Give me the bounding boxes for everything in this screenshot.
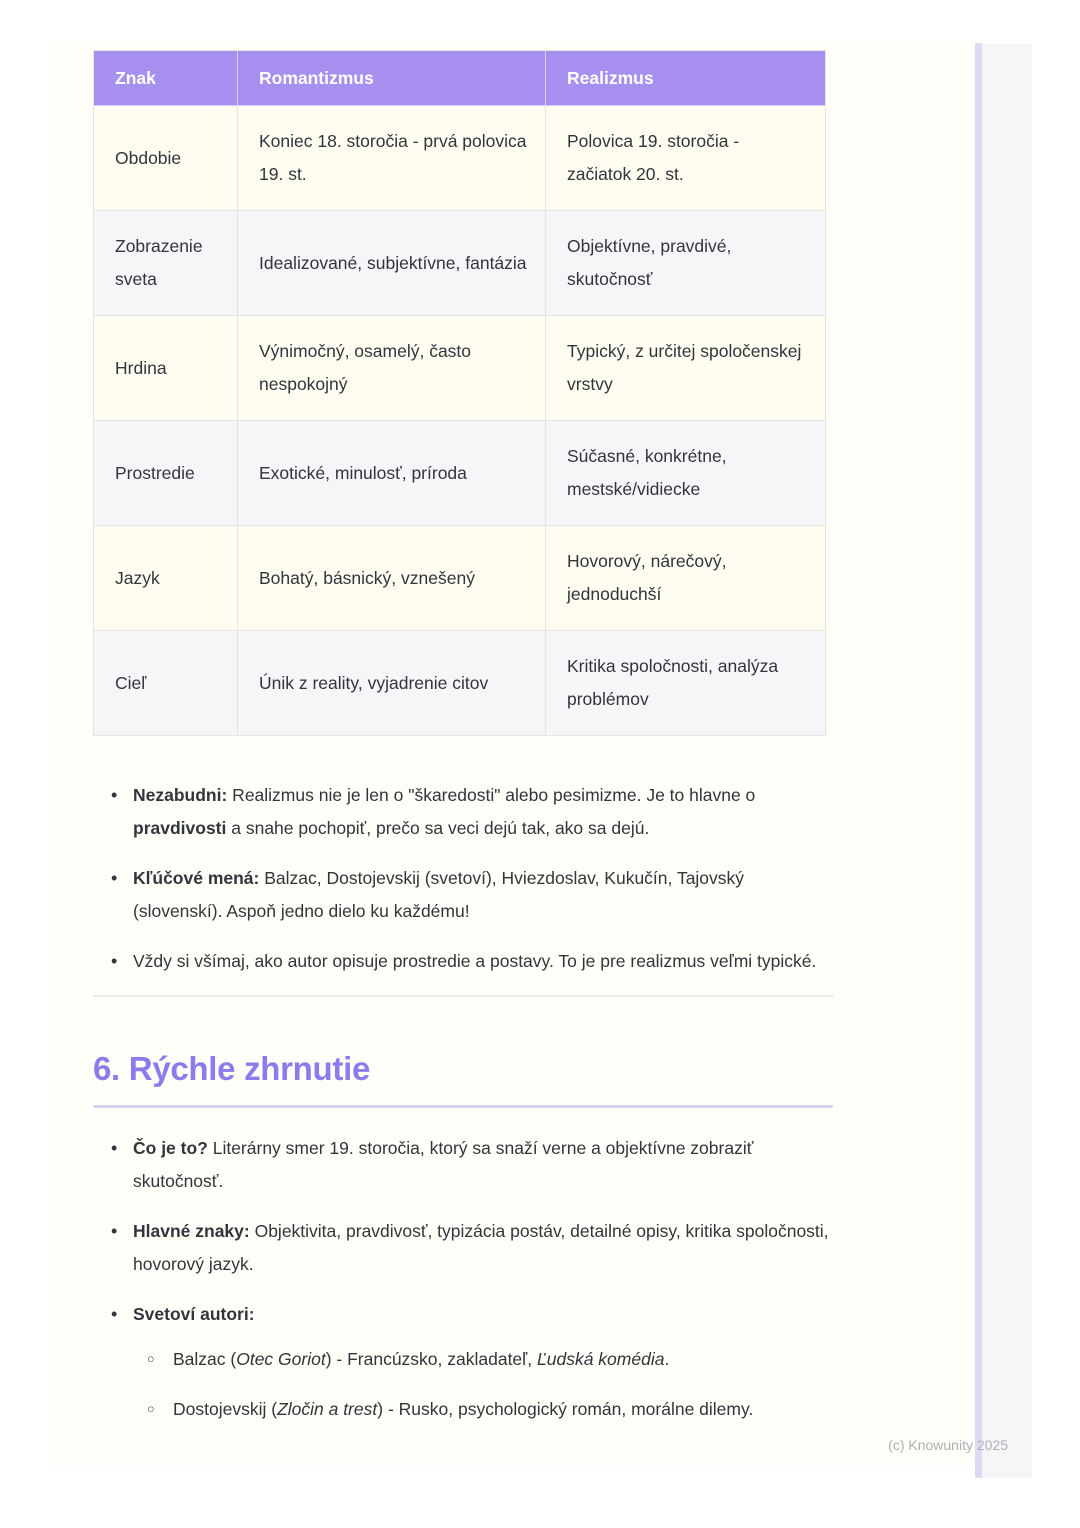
list-item bbox=[133, 1393, 833, 1426]
list-item bbox=[93, 779, 833, 845]
bullet-dot-icon bbox=[111, 1298, 117, 1331]
list-item-text bbox=[173, 1399, 753, 1419]
bullet-dot-icon bbox=[111, 862, 117, 895]
text-run: ) - Francúzsko, zakladateľ, bbox=[325, 1349, 537, 1369]
list-item bbox=[93, 1132, 833, 1198]
comparison-table bbox=[93, 50, 826, 736]
page-content bbox=[93, 43, 833, 1443]
next-page-strip bbox=[982, 44, 1032, 1478]
text-run: Literárny smer 19. storočia, ktorý sa snaží verne a objektívne zobraziť skutočnosť. bbox=[133, 1138, 754, 1191]
text-run: pravdivosti bbox=[133, 818, 227, 838]
table-row bbox=[94, 526, 826, 631]
list-item-text bbox=[133, 1221, 829, 1274]
feature-cell: Jazyk bbox=[94, 526, 238, 631]
value-cell: Únik z reality, vyjadrenie citov bbox=[238, 631, 546, 736]
value-cell: Koniec 18. storočia - prvá polovica 19. st. bbox=[238, 106, 546, 211]
list-item-text bbox=[133, 868, 744, 921]
list-item bbox=[133, 1343, 833, 1376]
feature-cell: Prostredie bbox=[94, 421, 238, 526]
text-run: Kľúčové mená: bbox=[133, 868, 260, 888]
document-page bbox=[50, 43, 975, 1467]
text-run: Realizmus nie je len o "škaredosti" alebo pesimizme. Je to hlavne o bbox=[227, 785, 756, 805]
text-run: Ľudská komédia bbox=[537, 1349, 665, 1369]
section-divider bbox=[93, 995, 833, 997]
value-cell: Typický, z určitej spoločenskej vrstvy bbox=[546, 316, 826, 421]
value-cell: Exotické, minulosť, príroda bbox=[238, 421, 546, 526]
value-cell: Idealizované, subjektívne, fantázia bbox=[238, 211, 546, 316]
text-run: Objektivita, pravdivosť, typizácia postáv, detailné opisy, kritika spoločnosti, hovorový jazyk. bbox=[133, 1221, 829, 1274]
text-run: Otec Goriot bbox=[236, 1349, 326, 1369]
bullet-dot-icon bbox=[111, 945, 117, 978]
list-item bbox=[93, 1298, 833, 1426]
page-edge-line bbox=[975, 43, 982, 1478]
list-item-text bbox=[133, 1138, 753, 1191]
list-item-text bbox=[133, 785, 755, 838]
bullet-dot-icon bbox=[111, 779, 117, 812]
bullet-dot-icon bbox=[111, 1132, 117, 1165]
bullet-circle-icon bbox=[147, 1343, 155, 1378]
list-item-text bbox=[133, 1304, 255, 1324]
table-header-realizmus: Realizmus bbox=[546, 51, 826, 106]
table-header-znak: Znak bbox=[94, 51, 238, 106]
feature-cell: Cieľ bbox=[94, 631, 238, 736]
table-row bbox=[94, 631, 826, 736]
notes-list bbox=[93, 779, 833, 978]
feature-cell: Obdobie bbox=[94, 106, 238, 211]
text-run: Dostojevskij ( bbox=[173, 1399, 278, 1419]
copyright-watermark: (c) Knowunity 2025 bbox=[888, 1437, 1008, 1453]
value-cell: Kritika spoločnosti, analýza problémov bbox=[546, 631, 826, 736]
value-cell: Súčasné, konkrétne, mestské/vidiecke bbox=[546, 421, 826, 526]
text-run: Balzac ( bbox=[173, 1349, 237, 1369]
list-item bbox=[93, 945, 833, 978]
list-item-text bbox=[133, 951, 816, 971]
text-run: Nezabudni: bbox=[133, 785, 228, 805]
text-run: Balzac, Dostojevskij (svetoví), Hviezdoslav, Kukučín, Tajovský (slovenskí). Aspoň jedno dielo ku každému! bbox=[133, 868, 745, 921]
table-header-row bbox=[94, 51, 826, 106]
list-item bbox=[93, 1215, 833, 1281]
text-run: Hlavné znaky: bbox=[133, 1221, 250, 1241]
value-cell: Bohatý, básnický, vznešený bbox=[238, 526, 546, 631]
table-header-romantizmus: Romantizmus bbox=[238, 51, 546, 106]
list-item-text bbox=[173, 1349, 669, 1369]
table-row bbox=[94, 211, 826, 316]
text-run: Vždy si všímaj, ako autor opisuje prostredie a postavy. To je pre realizmus veľmi typické. bbox=[133, 951, 817, 971]
value-cell: Objektívne, pravdivé, skutočnosť bbox=[546, 211, 826, 316]
table-row bbox=[94, 421, 826, 526]
feature-cell: Zobrazenie sveta bbox=[94, 211, 238, 316]
table-row bbox=[94, 106, 826, 211]
list-item bbox=[93, 862, 833, 928]
value-cell: Hovorový, nárečový, jednoduchší bbox=[546, 526, 826, 631]
text-run: . bbox=[664, 1349, 670, 1369]
sub-list bbox=[133, 1343, 833, 1426]
section-heading: 6. Rýchle zhrnutie bbox=[93, 1050, 371, 1087]
feature-cell: Hrdina bbox=[94, 316, 238, 421]
text-run: Svetoví autori: bbox=[133, 1304, 255, 1324]
table-row bbox=[94, 316, 826, 421]
text-run: Zločin a trest bbox=[277, 1399, 378, 1419]
value-cell: Výnimočný, osamelý, často nespokojný bbox=[238, 316, 546, 421]
summary-list bbox=[93, 1132, 833, 1426]
bullet-dot-icon bbox=[111, 1215, 117, 1248]
value-cell: Polovica 19. storočia - začiatok 20. st. bbox=[546, 106, 826, 211]
text-run: Čo je to? bbox=[133, 1138, 208, 1158]
heading-underline bbox=[93, 1105, 833, 1108]
text-run: ) - Rusko, psychologický román, morálne dilemy. bbox=[377, 1399, 754, 1419]
bullet-circle-icon bbox=[147, 1393, 155, 1428]
text-run: a snahe pochopiť, prečo sa veci dejú tak, ako sa dejú. bbox=[226, 818, 650, 838]
